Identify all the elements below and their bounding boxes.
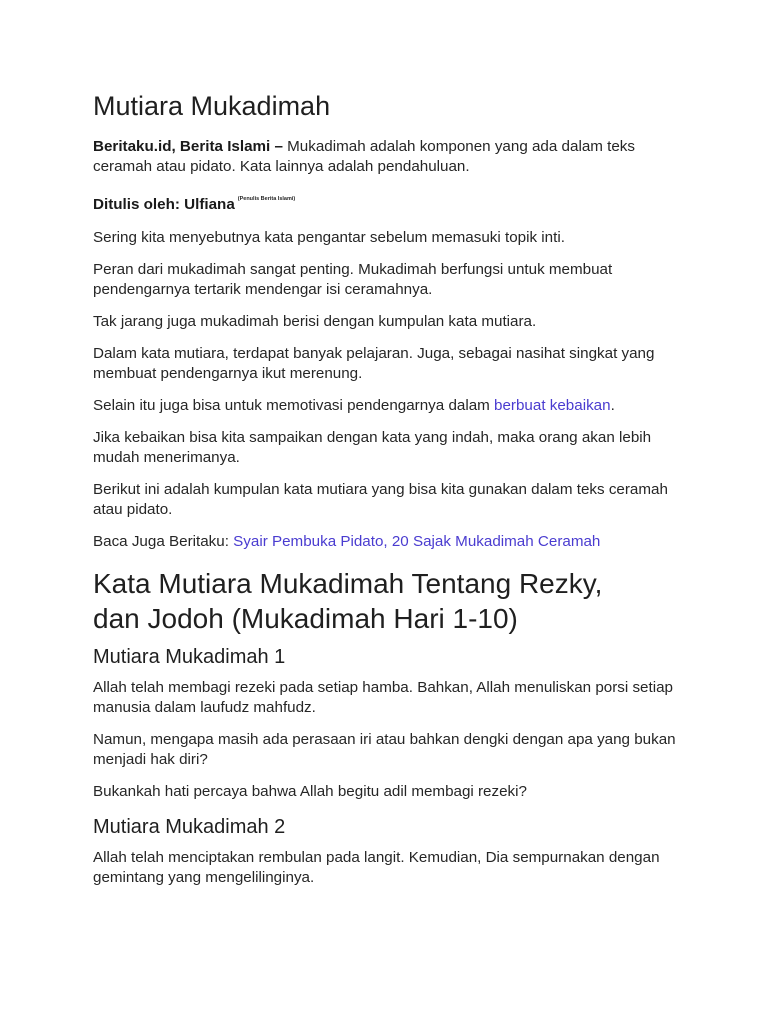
intro-text: Mukadimah adalah komponen yang ada dalam teks ceramah atau pidato. Kata lainnya adalah pendahuluan.	[93, 138, 635, 175]
byline	[93, 189, 693, 215]
paragraph: Jika kebaikan bisa kita sampaikan dengan kata yang indah, maka orang akan lebih mudah menerimanya.	[93, 429, 652, 466]
motivasi-end: .	[610, 397, 615, 414]
paragraph: Berikut ini adalah kumpulan kata mutiara yang bisa kita gunakan dalam teks ceramah atau pidato.	[93, 481, 668, 518]
paragraph: Bukankah hati percaya bahwa Allah begitu adil membagi rezeki?	[93, 783, 527, 800]
paragraph: Namun, mengapa masih ada perasaan iri atau bahkan dengki dengan apa yang bukan menjadi hak diri?	[93, 731, 676, 768]
mutiara-1-heading: Mutiara Mukadimah 1	[93, 646, 286, 668]
source-label: Beritaku.id, Berita Islami –	[93, 138, 283, 155]
paragraph: Sering kita menyebutnya kata pengantar sebelum memasuki topik inti.	[93, 229, 565, 246]
paragraph: Allah telah membagi rezeki pada setiap hamba. Bahkan, Allah menuliskan porsi setiap manusia dalam laufudz mahfudz.	[93, 679, 673, 716]
motivasi-text: Selain itu juga bisa untuk memotivasi pendengarnya dalam	[93, 397, 495, 414]
article	[93, 88, 693, 900]
baca-juga-label: Baca Juga Beritaku:	[93, 533, 234, 550]
motivasi-paragraph	[93, 396, 693, 416]
baca-juga-link[interactable]: Syair Pembuka Pidato, 20 Sajak Mukadimah Ceramah	[233, 533, 601, 550]
section-title: Kata Mutiara Mukadimah Tentang Rezky, dan Jodoh (Mukadimah Hari 1-10)	[93, 568, 603, 634]
author-label: Ditulis oleh: Ulfiana	[93, 196, 235, 213]
paragraph: Tak jarang juga mukadimah berisi dengan kumpulan kata mutiara.	[93, 313, 537, 330]
baca-juga	[93, 532, 693, 552]
intro-paragraph	[93, 137, 693, 177]
mutiara-2-heading: Mutiara Mukadimah 2	[93, 816, 286, 838]
berbuat-kebaikan-link[interactable]: berbuat kebaikan	[494, 397, 611, 414]
page-title: Mutiara Mukadimah	[93, 91, 331, 121]
paragraph: Dalam kata mutiara, terdapat banyak pelajaran. Juga, sebagai nasihat singkat yang membuat pendengarnya ikut merenung.	[93, 345, 655, 382]
author-note: (Penulis Berita Islami)	[237, 196, 296, 202]
paragraph: Peran dari mukadimah sangat penting. Mukadimah berfungsi untuk membuat pendengarnya tertarik mendengar isi ceramahnya.	[93, 261, 613, 298]
paragraph: Allah telah menciptakan rembulan pada langit. Kemudian, Dia sempurnakan dengan gemintang yang mengelilinginya.	[93, 849, 660, 886]
